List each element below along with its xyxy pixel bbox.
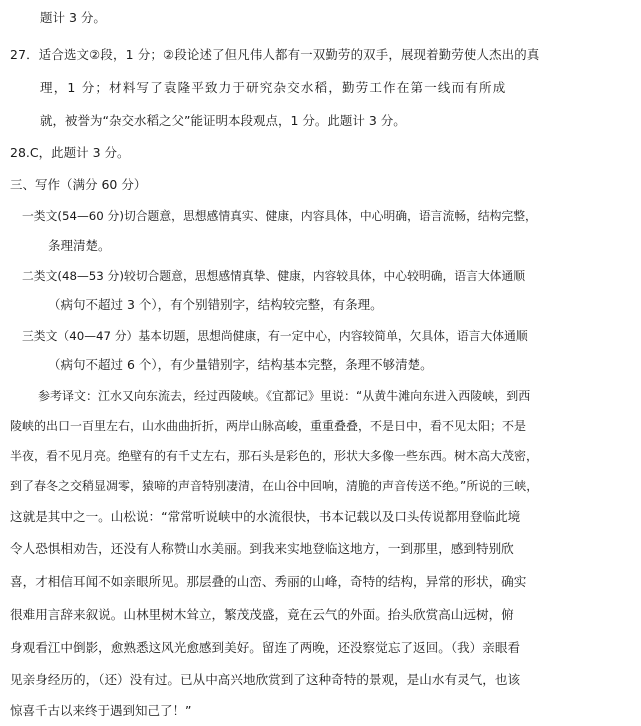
line-13: 参考译文：江水又向东流去，经过西陵峡。《宜都记》里说：“从黄牛滩向东进入西陵峡，到西 <box>38 389 531 403</box>
line-1: 题计 3 分。 <box>40 10 106 25</box>
line-11: 三类文（40—47 分）基本切题，思想尚健康，有一定中心，内容较简单，欠具体，语言大体通顺 <box>22 329 528 343</box>
line-17: 这就是其中之一。山松说：“常常听说峡中的水流很快，书本记载以及口头传说都用登临此境 <box>10 509 521 524</box>
line-15: 半夜，看不见月亮。绝壁有的有千丈左右，那石头是彩色的，形状大多像一些东西。树木高大茂密， <box>10 449 539 463</box>
line-3: 理，1 分；材料写了袁隆平致力于研究杂交水稻，勤劳工作在第一线而有所成 <box>40 80 507 95</box>
line-23: 惊喜千古以来终于遇到知己了！” <box>10 703 192 718</box>
line-7: 一类文(54—60 分)切合题意，思想感情真实、健康，内容具体，中心明确，语言流畅，结构完整， <box>22 209 537 223</box>
line-16: 到了春冬之交稍显凋零，猿啼的声音特别凄清，在山谷中回响，清脆的声音传送不绝。”所说的三峡， <box>10 479 539 493</box>
line-14: 陵峡的出口一百里左右，山水曲曲折折，两岸山脉高峻，重重叠叠，不是日中，看不见太阳；不是 <box>10 419 527 433</box>
line-10: （病句不超过 3 个），有个别错别字，结构较完整，有条理。 <box>48 297 383 312</box>
line-22: 见亲身经历的，（还）没有过。已从中高兴地欣赏到了这种奇特的景观，是山水有灵气，也该 <box>10 672 521 687</box>
line-20: 很难用言辞来叙说。山林里树木耸立，繁茂茂盛，竟在云气的外面。抬头欣赏高山远树，俯 <box>10 607 514 622</box>
line-2: 27．适合选文②段，1 分；②段论述了但凡伟人都有一双勤劳的双手，展现着勤劳使人杰出的真 <box>10 47 540 62</box>
line-21: 身观看江中倒影，愈熟悉这风光愈感到美好。留连了两晚，还没察觉忘了返回。（我）亲眼看 <box>10 640 521 655</box>
line-9: 二类文(48—53 分)较切合题意，思想感情真挚、健康，内容较具体，中心较明确，语言大体通顺 <box>22 269 526 283</box>
line-8: 条理清楚。 <box>48 238 111 253</box>
line-5: 28.C，此题计 3 分。 <box>10 145 130 160</box>
line-18: 令人恐惧相劝告，还没有人称赞山水美丽。到我来实地登临这地方，一到那里，感到特别欣 <box>10 541 514 556</box>
line-4: 就，被誉为“杂交水稻之父”能证明本段观点，1 分。此题计 3 分。 <box>40 113 406 128</box>
line-6: 三、写作（满分 60 分） <box>10 177 147 192</box>
line-19: 喜，才相信耳闻不如亲眼所见。那层叠的山峦、秀丽的山峰，奇特的结构，异常的形状，确实 <box>10 574 527 589</box>
line-12: （病句不超过 6 个），有少量错别字，结构基本完整，条理不够清楚。 <box>48 357 433 372</box>
